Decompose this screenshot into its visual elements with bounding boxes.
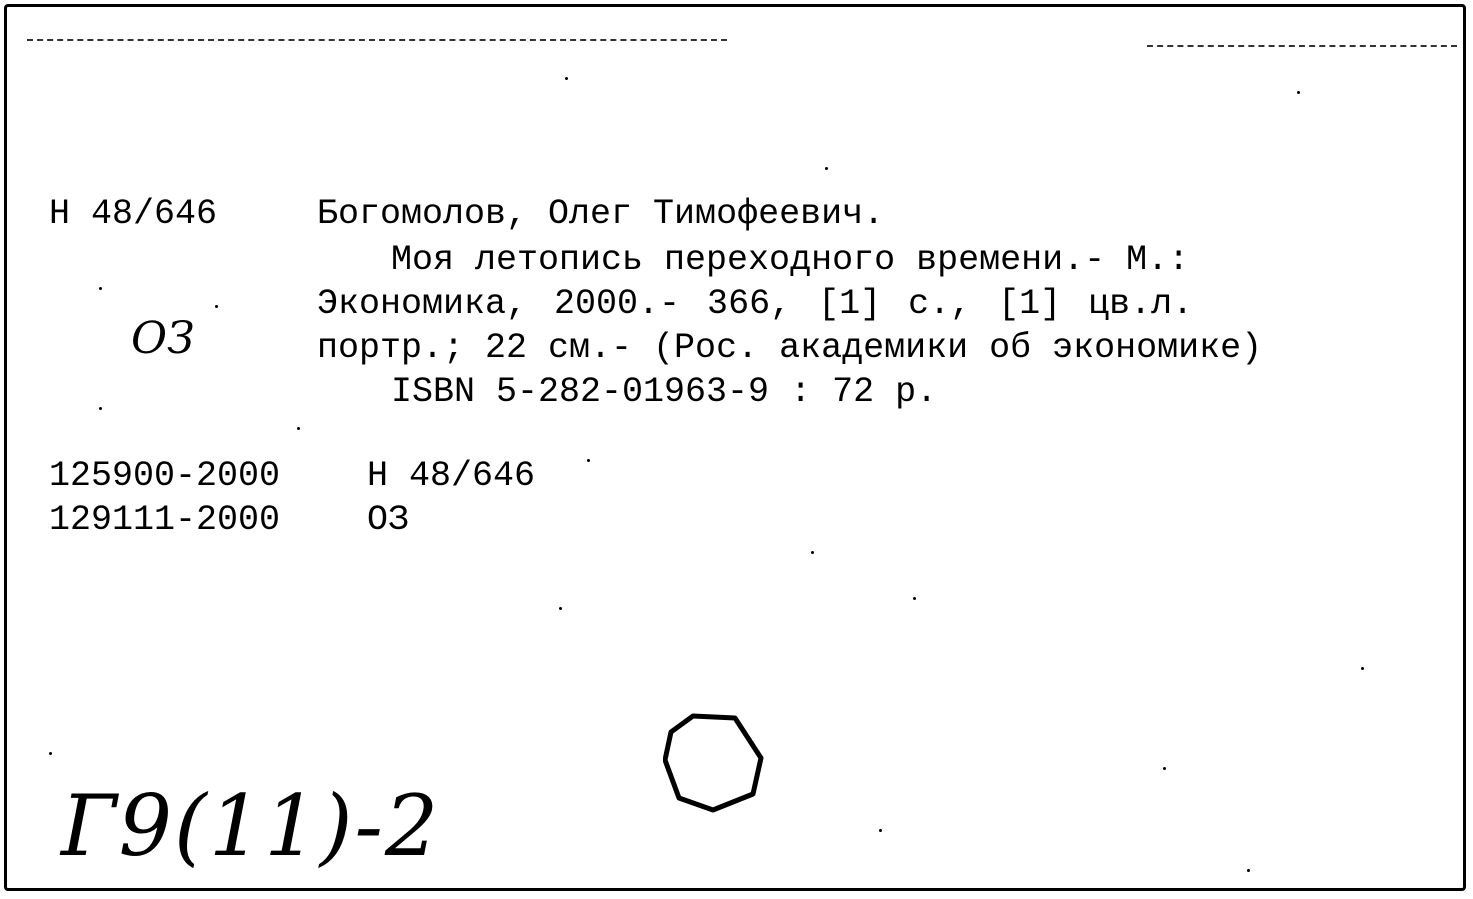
top-dotted-line-right — [1147, 45, 1457, 47]
call-number: Н 48/646 — [49, 194, 218, 234]
title-line-2: Экономика, 2000.- 366, [1] с., [1] цв.л. — [317, 284, 1194, 324]
handwritten-shelf-mark: Г9(11)-2 — [61, 777, 441, 875]
isbn-line: ISBN 5-282-01963-9 : 72 р. — [391, 372, 938, 412]
title-line-3: портр.; 22 см.- (Рос. академики об экономике) — [317, 328, 1263, 368]
author-heading: Богомолов, Олег Тимофеевич. — [317, 194, 885, 234]
inventory-number-2: 129111-2000 — [49, 500, 281, 540]
scan-speck — [1297, 91, 1300, 94]
scan-speck — [99, 287, 102, 290]
scan-speck — [587, 459, 590, 462]
handwritten-mark: ОЗ — [131, 313, 195, 364]
scan-speck — [49, 752, 52, 755]
inventory-number-1: 125900-2000 — [49, 456, 281, 496]
scan-speck — [811, 551, 814, 554]
scan-speck — [825, 167, 828, 170]
scan-speck — [565, 77, 568, 80]
catalog-card — [4, 4, 1466, 891]
scan-speck — [879, 829, 882, 832]
title-line-1: Моя летопись переходного времени.- М.: — [391, 240, 1190, 280]
scan-speck — [1163, 767, 1166, 770]
scan-speck — [99, 407, 102, 410]
punch-hole-circle — [663, 712, 767, 816]
scan-speck — [297, 427, 300, 430]
scan-speck — [1361, 667, 1364, 670]
inventory-location-1: Н 48/646 — [367, 456, 536, 496]
scan-speck — [215, 305, 218, 308]
inventory-location-2: ОЗ — [367, 500, 410, 540]
scan-speck — [559, 607, 562, 610]
scan-speck — [913, 597, 916, 600]
top-dotted-line-left — [27, 39, 727, 41]
scan-speck — [1247, 869, 1250, 872]
